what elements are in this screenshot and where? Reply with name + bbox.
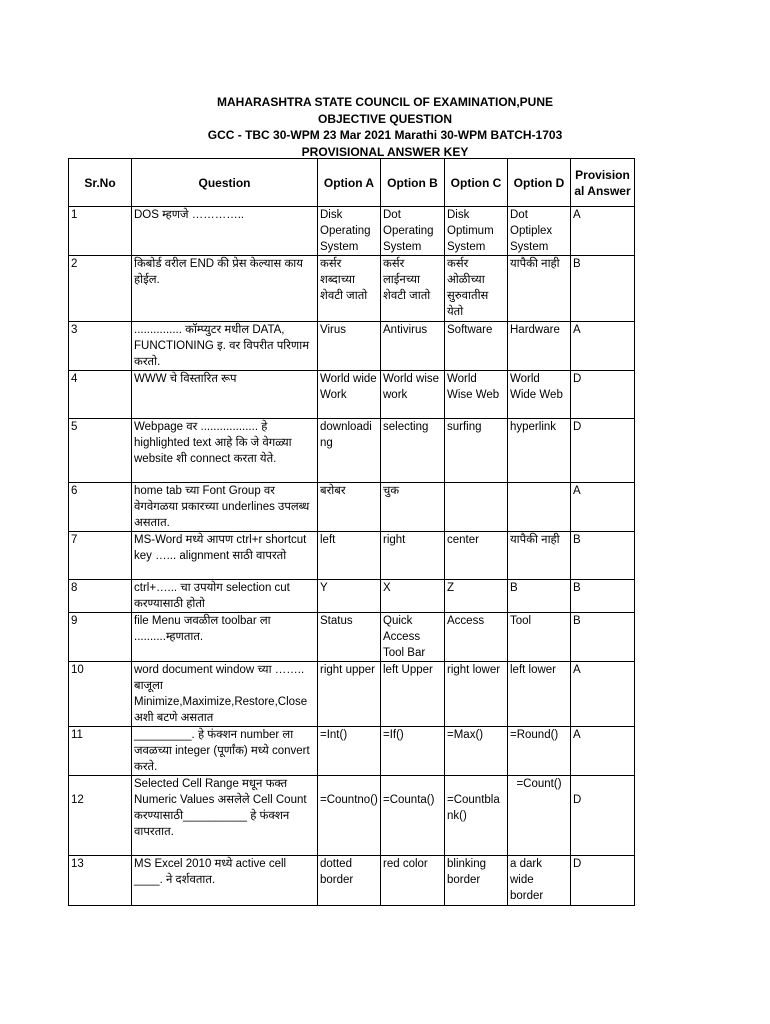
row-option-d: =Round() <box>508 727 571 776</box>
row-question: file Menu जवळील toolbar ला ..........म्हणतात. <box>132 613 318 662</box>
col-header-question: Question <box>132 159 318 207</box>
row-question: word document window च्या …….. बाजूला Minimize,Maximize,Restore,Close अशी बटणे असतात <box>132 662 318 727</box>
document-header <box>68 94 702 160</box>
table-row <box>69 256 635 322</box>
row-question: किबोर्ड वरील END की प्रेस केल्यास काय होईल. <box>132 256 318 322</box>
row-question: ............... कॉम्प्युटर मधील DATA, FUNCTIONING इ. वर विपरीत परिणाम करतो. <box>132 322 318 371</box>
row-option-b: selecting <box>381 419 445 483</box>
table-row <box>69 727 635 776</box>
row-option-c: center <box>445 532 508 580</box>
row-question: ctrl+…... चा उपयोग selection cut करण्यासाठी होतो <box>132 580 318 613</box>
row-option-d <box>508 483 571 532</box>
row-srno: 5 <box>69 419 132 483</box>
row-option-a: बरोबर <box>318 483 381 532</box>
answer-key-table <box>68 158 635 906</box>
row-option-c: =Max() <box>445 727 508 776</box>
row-option-c: कर्सर ओळीच्या सुरुवातीस येतो <box>445 256 508 322</box>
row-option-d: यापैकी नाही <box>508 532 571 580</box>
table-row <box>69 580 635 613</box>
row-answer: D <box>571 419 635 483</box>
col-header-option-d: Option D <box>508 159 571 207</box>
row-option-d: Dot Optiplex System <box>508 207 571 256</box>
row-option-c: blinking border <box>445 856 508 906</box>
row-option-a: Y <box>318 580 381 613</box>
table-row <box>69 483 635 532</box>
row-option-c: right lower <box>445 662 508 727</box>
row-option-c <box>445 483 508 532</box>
row-srno: 3 <box>69 322 132 371</box>
header-answer-key: PROVISIONAL ANSWER KEY <box>301 144 469 159</box>
row-option-a: =Int() <box>318 727 381 776</box>
row-option-d: hyperlink <box>508 419 571 483</box>
row-answer: A <box>571 483 635 532</box>
row-srno: 10 <box>69 662 132 727</box>
row-answer: A <box>571 322 635 371</box>
row-answer: B <box>571 532 635 580</box>
row-question: _________. हे फंक्शन number ला जवळच्या integer (पूर्णांक) मध्ये convert करते. <box>132 727 318 776</box>
row-option-d: Hardware <box>508 322 571 371</box>
row-question: Webpage वर .................. हे highlighted text आहे कि जे वेगळ्या website शी connect करता येते. <box>132 419 318 483</box>
row-option-a: downloading <box>318 419 381 483</box>
col-header-option-c: Option C <box>445 159 508 207</box>
row-option-d: B <box>508 580 571 613</box>
row-option-b: कर्सर लाईनच्या शेवटी जातो <box>381 256 445 322</box>
row-option-c: Disk Optimum System <box>445 207 508 256</box>
table-row <box>69 662 635 727</box>
table-row <box>69 322 635 371</box>
row-srno: 1 <box>69 207 132 256</box>
row-option-d: World Wide Web <box>508 371 571 419</box>
table-row <box>69 371 635 419</box>
row-question: home tab च्या Font Group वर वेगवेगळया प्रकारच्या underlines उपलब्ध असतात. <box>132 483 318 532</box>
row-question: DOS म्हणजे ………….. <box>132 207 318 256</box>
row-option-a: dotted border <box>318 856 381 906</box>
row-option-b: Quick Access Tool Bar <box>381 613 445 662</box>
row-option-b: World wise work <box>381 371 445 419</box>
row-srno: 4 <box>69 371 132 419</box>
row-option-b: =If() <box>381 727 445 776</box>
row-srno: 7 <box>69 532 132 580</box>
row-option-d: =Count() <box>508 776 571 856</box>
row-option-a: कर्सर शब्दाच्या शेवटी जातो <box>318 256 381 322</box>
row-srno: 8 <box>69 580 132 613</box>
table-row <box>69 532 635 580</box>
row-option-b: Dot Operating System <box>381 207 445 256</box>
header-objective: OBJECTIVE QUESTION <box>317 111 453 126</box>
row-option-d: Tool <box>508 613 571 662</box>
row-srno: 13 <box>69 856 132 906</box>
row-option-a: World wide Work <box>318 371 381 419</box>
row-option-c: surfing <box>445 419 508 483</box>
row-option-b: चुक <box>381 483 445 532</box>
row-option-b: red color <box>381 856 445 906</box>
row-option-d: left lower <box>508 662 571 727</box>
row-answer: D <box>571 856 635 906</box>
row-question: Selected Cell Range मधून फक्त Numeric Values असलेले Cell Count करण्यासाठी__________ हे फंक्शन वापरतात. <box>132 776 318 856</box>
col-header-srno: Sr.No <box>69 159 132 207</box>
row-option-c: =Countblank() <box>445 776 508 856</box>
row-option-b: Antivirus <box>381 322 445 371</box>
row-srno: 9 <box>69 613 132 662</box>
table-row <box>69 207 635 256</box>
row-answer: A <box>571 207 635 256</box>
row-option-d: यापैकी नाही <box>508 256 571 322</box>
row-option-b: X <box>381 580 445 613</box>
row-srno: 2 <box>69 256 132 322</box>
row-option-a: left <box>318 532 381 580</box>
row-answer: B <box>571 580 635 613</box>
col-header-option-a: Option A <box>318 159 381 207</box>
row-option-a: right upper <box>318 662 381 727</box>
table-row <box>69 776 635 856</box>
row-option-a: =Countno() <box>318 776 381 856</box>
row-answer: D <box>571 371 635 419</box>
row-srno: 11 <box>69 727 132 776</box>
row-srno: 12 <box>69 776 132 856</box>
row-option-a: Disk Operating System <box>318 207 381 256</box>
header-council: MAHARASHTRA STATE COUNCIL OF EXAMINATION,PUNE <box>217 95 553 109</box>
row-option-c: Z <box>445 580 508 613</box>
row-option-b: left Upper <box>381 662 445 727</box>
row-answer: B <box>571 256 635 322</box>
row-question: MS Excel 2010 मध्ये active cell ____. ने दर्शवतात. <box>132 856 318 906</box>
row-question: WWW चे विस्तारित रूप <box>132 371 318 419</box>
row-option-c: Software <box>445 322 508 371</box>
row-option-b: right <box>381 532 445 580</box>
row-option-c: Access <box>445 613 508 662</box>
table-header-row <box>69 159 635 207</box>
row-option-c: World Wise Web <box>445 371 508 419</box>
table-row <box>69 856 635 906</box>
header-exam: GCC - TBC 30-WPM 23 Mar 2021 Marathi 30-WPM BATCH-1703 <box>207 128 563 142</box>
row-option-d: a dark wide border <box>508 856 571 906</box>
row-option-a: Virus <box>318 322 381 371</box>
row-answer: A <box>571 727 635 776</box>
row-answer: D <box>571 776 635 856</box>
row-answer: A <box>571 662 635 727</box>
row-srno: 6 <box>69 483 132 532</box>
col-header-option-b: Option B <box>381 159 445 207</box>
row-question: MS-Word मध्ये आपण ctrl+r shortcut key …... alignment साठी वापरतो <box>132 532 318 580</box>
col-header-answer: Provisional Answer <box>571 159 635 207</box>
row-answer: B <box>571 613 635 662</box>
table-row <box>69 419 635 483</box>
row-option-b: =Counta() <box>381 776 445 856</box>
row-option-a: Status <box>318 613 381 662</box>
table-row <box>69 613 635 662</box>
